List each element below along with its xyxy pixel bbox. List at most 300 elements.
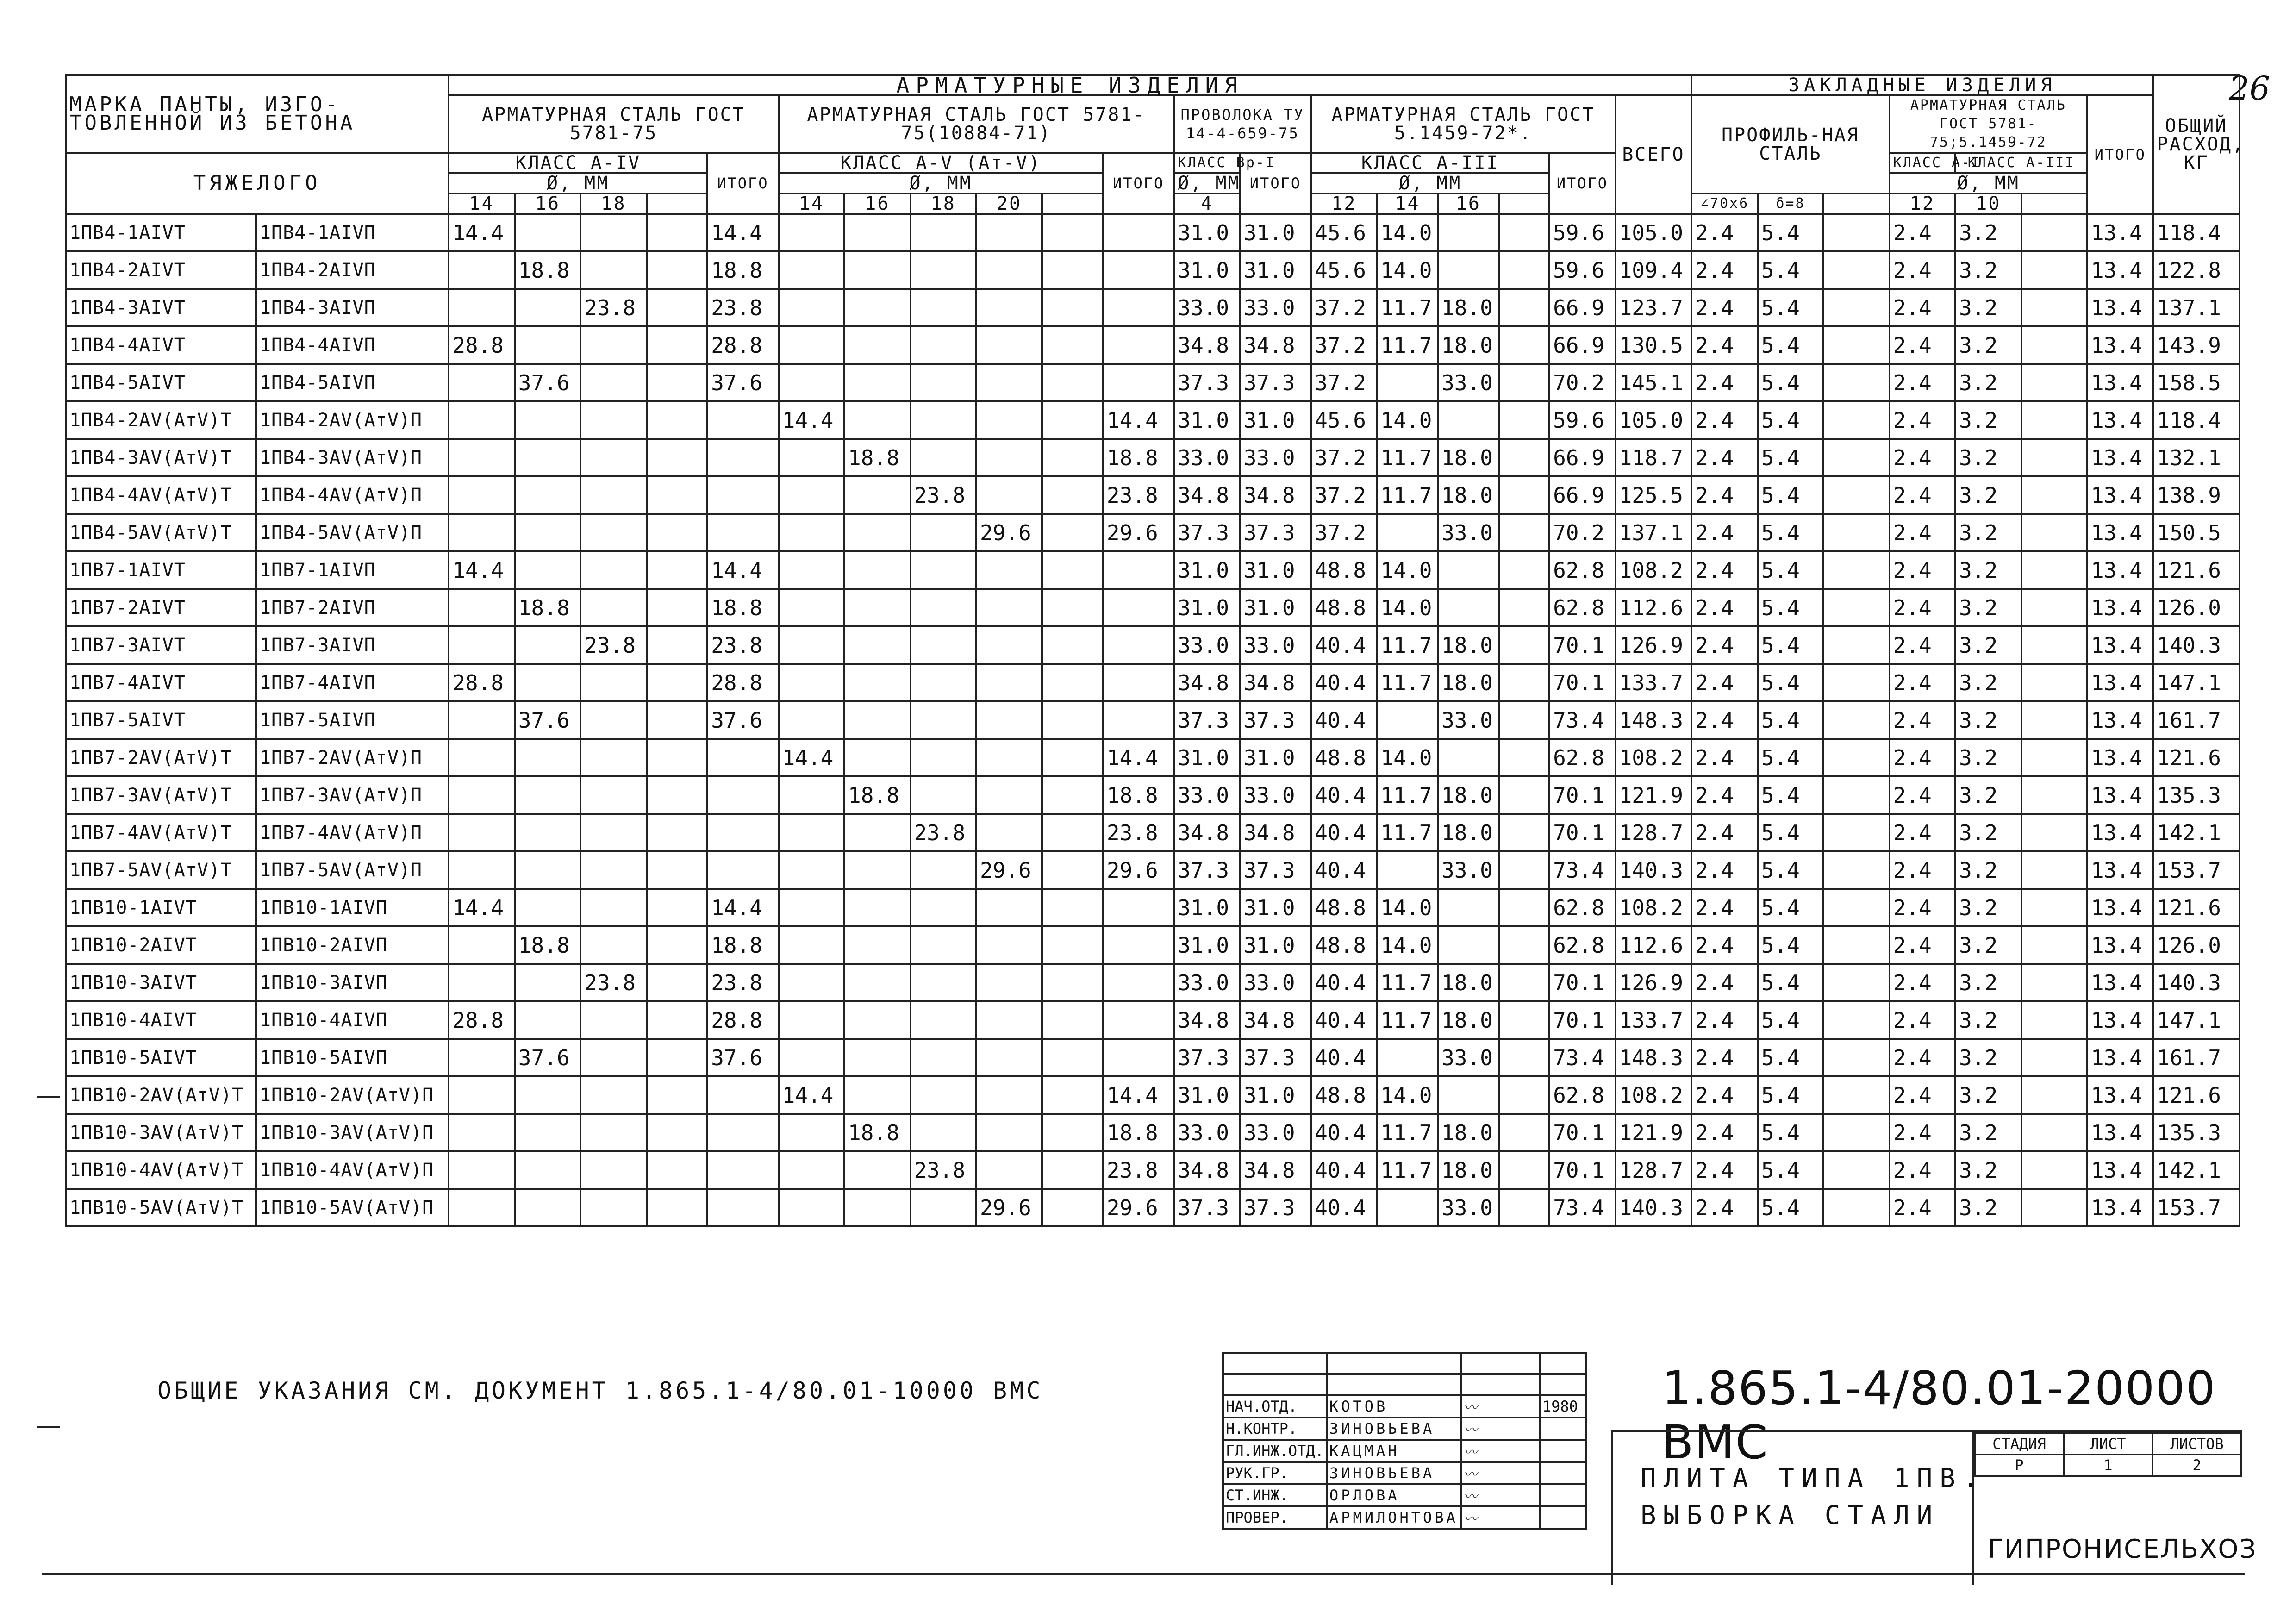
cell-value (779, 1039, 844, 1076)
cell-value (580, 251, 646, 289)
cell-value: 28.8 (449, 326, 514, 364)
cell-value: 13.4 (2087, 476, 2153, 514)
cell-value (911, 701, 976, 739)
cell-value (580, 814, 646, 851)
cell-value: 14.4 (449, 551, 514, 589)
stage-grid (1974, 1432, 2242, 1477)
cell-value: 147.1 (2153, 664, 2240, 701)
cell-value (911, 514, 976, 551)
cell-value: 18.8 (1103, 776, 1174, 814)
date-cell (1540, 1418, 1586, 1440)
cell-value (911, 739, 976, 776)
cell-value (449, 476, 514, 514)
cell-value (1499, 889, 1550, 926)
cell-value: 37.6 (515, 701, 580, 739)
cell-value (515, 814, 580, 851)
cell-value: 29.6 (1103, 514, 1174, 551)
cell-value: 23.8 (911, 1151, 976, 1189)
cell-value (1823, 889, 1889, 926)
cell-value: 37.6 (707, 701, 778, 739)
cell-value (1823, 701, 1889, 739)
cell-value (1499, 1076, 1550, 1114)
cell-value: 73.4 (1549, 701, 1615, 739)
cell-value (779, 851, 844, 889)
cell-value (911, 439, 976, 476)
cell-value (2021, 1151, 2087, 1189)
stamp-blank-row (1223, 1374, 1586, 1395)
handwritten-signature-icon: 〰 (1463, 1511, 1478, 1527)
cell-value (1042, 1076, 1103, 1114)
mark-heavy: 1ПВ10-2АV(АтV)Т (66, 1076, 256, 1114)
cell-value: 31.0 (1240, 739, 1311, 776)
mark-heavy: 1ПВ4-2АIVТ (66, 251, 256, 289)
cell-value (976, 364, 1042, 401)
cell-value (844, 701, 910, 739)
cell-value: 3.2 (1955, 326, 2021, 364)
cell-value (1103, 326, 1174, 364)
cell-value (1499, 476, 1550, 514)
mark-heavy: 1ПВ7-4АIVТ (66, 664, 256, 701)
cell-value: 2.4 (1890, 1114, 1955, 1151)
cell-value: 3.2 (1955, 926, 2021, 964)
cell-value: 34.8 (1240, 664, 1311, 701)
cell-value (844, 326, 910, 364)
cell-value (976, 589, 1042, 626)
cell-value: 29.6 (976, 851, 1042, 889)
cell-value (844, 364, 910, 401)
table-row (66, 589, 2240, 626)
cell-value (1042, 551, 1103, 589)
cell-value: 37.2 (1311, 514, 1377, 551)
table-row (66, 664, 2240, 701)
cell-value (2021, 851, 2087, 889)
armature-items-header: АРМАТУРНЫЕ ИЗДЕЛИЯ (449, 75, 1691, 95)
cell-value (707, 514, 778, 551)
cell-value: 148.3 (1616, 1039, 1692, 1076)
cell-value (1042, 514, 1103, 551)
cell-value: 33.0 (1240, 626, 1311, 664)
cell-value (580, 926, 646, 964)
cell-value (976, 739, 1042, 776)
cell-value: 3.2 (1955, 364, 2021, 401)
cell-value (1103, 701, 1174, 739)
organization-name: ГИПРОНИСЕЛЬХОЗ (1988, 1534, 2257, 1564)
cell-value (580, 476, 646, 514)
cell-value: 13.4 (2087, 1151, 2153, 1189)
role-label: СТ.ИНЖ. (1223, 1484, 1327, 1506)
cell-value (1499, 626, 1550, 664)
cell-value: 2.4 (1890, 514, 1955, 551)
emb-diam-blank (2021, 194, 2087, 214)
cell-value: 2.4 (1691, 964, 1757, 1001)
cell-value (1823, 589, 1889, 626)
stamp-cell (1461, 1374, 1540, 1395)
cell-value (1823, 1001, 1889, 1039)
cell-value (647, 1189, 707, 1226)
role-label: ГЛ.ИНЖ.ОТД. (1223, 1440, 1327, 1462)
cell-value: 37.3 (1174, 851, 1240, 889)
cell-value: 33.0 (1240, 439, 1311, 476)
cell-value (779, 626, 844, 664)
cell-value: 14.4 (1103, 401, 1174, 439)
cell-value (1823, 926, 1889, 964)
cell-value: 140.3 (1616, 1189, 1692, 1226)
cell-value (1042, 439, 1103, 476)
cell-value: 143.9 (2153, 326, 2240, 364)
cell-value: 37.3 (1240, 851, 1311, 889)
cell-value: 3.2 (1955, 776, 2021, 814)
cell-value (1823, 401, 1889, 439)
cell-value (1042, 776, 1103, 814)
cell-value: 5.4 (1758, 364, 1823, 401)
cell-value (844, 964, 910, 1001)
stamp-cell (1540, 1353, 1586, 1374)
cell-value (580, 701, 646, 739)
signature-row (1223, 1506, 1586, 1529)
cell-value (449, 739, 514, 776)
cell-value (1499, 1189, 1550, 1226)
cell-value: 37.2 (1311, 289, 1377, 326)
cell-value (1042, 1001, 1103, 1039)
cell-value (580, 214, 646, 251)
cell-value (2021, 364, 2087, 401)
profile-steel-header: ПРОФИЛЬ-НАЯ СТАЛЬ (1691, 95, 1889, 194)
cell-value (779, 814, 844, 851)
cell-value: 37.3 (1240, 1039, 1311, 1076)
date-cell (1540, 1440, 1586, 1462)
mark-heavy: 1ПВ10-4АV(АтV)Т (66, 1151, 256, 1189)
cell-value (1499, 926, 1550, 964)
cell-value (1042, 326, 1103, 364)
cell-value: 2.4 (1890, 851, 1955, 889)
cell-value: 37.3 (1240, 1189, 1311, 1226)
cell-value: 18.8 (1103, 439, 1174, 476)
cell-value: 40.4 (1311, 701, 1377, 739)
cell-value (449, 851, 514, 889)
cell-value: 31.0 (1240, 551, 1311, 589)
cell-value: 48.8 (1311, 551, 1377, 589)
cell-value (1042, 814, 1103, 851)
cell-value: 14.4 (707, 214, 778, 251)
cell-value: 130.5 (1616, 326, 1692, 364)
cell-value: 14.0 (1377, 251, 1438, 289)
cell-value: 28.8 (449, 1001, 514, 1039)
cell-value (1823, 1039, 1889, 1076)
mark-porous: 1ПВ7-4АV(АтV)П (256, 814, 449, 851)
cell-value: 2.4 (1890, 326, 1955, 364)
cell-value: 121.6 (2153, 739, 2240, 776)
cell-value: 13.4 (2087, 514, 2153, 551)
cell-value: 34.8 (1240, 814, 1311, 851)
cell-value: 33.0 (1438, 514, 1498, 551)
cell-value: 34.8 (1174, 1151, 1240, 1189)
table-row (66, 1039, 2240, 1076)
sheets-value: 2 (2152, 1455, 2241, 1476)
cell-value: 126.0 (2153, 589, 2240, 626)
cell-value (515, 326, 580, 364)
cell-value: 2.4 (1691, 851, 1757, 889)
cell-value (2021, 739, 2087, 776)
cell-value (976, 401, 1042, 439)
cell-value: 5.4 (1758, 889, 1823, 926)
cell-value: 13.4 (2087, 626, 2153, 664)
title-block (1222, 1352, 2257, 1583)
cell-value: 62.8 (1549, 589, 1615, 626)
cell-value (449, 251, 514, 289)
cell-value (779, 964, 844, 1001)
cell-value (707, 1076, 778, 1114)
cell-value: 2.4 (1890, 776, 1955, 814)
cell-value: 153.7 (2153, 851, 2240, 889)
cell-value (647, 1001, 707, 1039)
signature (1461, 1462, 1540, 1484)
mark-porous: 1ПВ7-2АV(АтV)П (256, 739, 449, 776)
person-name: ОРЛОВА (1327, 1484, 1461, 1506)
cell-value: 118.7 (1616, 439, 1692, 476)
cell-value: 125.5 (1616, 476, 1692, 514)
cell-value: 14.4 (449, 214, 514, 251)
cell-value (779, 476, 844, 514)
cell-value: 3.2 (1955, 214, 2021, 251)
cell-value (1499, 739, 1550, 776)
cell-value (976, 1001, 1042, 1039)
cell-value: 2.4 (1890, 401, 1955, 439)
handwritten-signature-icon: 〰 (1463, 1467, 1478, 1483)
cell-value (844, 739, 910, 776)
cell-value (1499, 664, 1550, 701)
table-row (66, 889, 2240, 926)
cell-value: 23.8 (707, 964, 778, 1001)
cell-value: 105.0 (1616, 401, 1692, 439)
cell-value (1499, 401, 1550, 439)
cell-value (1103, 889, 1174, 926)
cell-value: 70.1 (1549, 1114, 1615, 1151)
cell-value (449, 401, 514, 439)
table-row (66, 926, 2240, 964)
cell-value: 11.7 (1377, 664, 1438, 701)
diam-wire-4: 4 (1174, 194, 1240, 214)
cell-value (911, 851, 976, 889)
cell-value (707, 851, 778, 889)
cell-value: 2.4 (1890, 439, 1955, 476)
cell-value: 40.4 (1311, 776, 1377, 814)
cell-value (515, 401, 580, 439)
cell-value: 33.0 (1240, 289, 1311, 326)
cell-value (976, 889, 1042, 926)
cell-value: 40.4 (1311, 1151, 1377, 1189)
cell-value: 37.2 (1311, 326, 1377, 364)
cell-value: 33.0 (1174, 289, 1240, 326)
cell-value: 62.8 (1549, 889, 1615, 926)
cell-value: 34.8 (1240, 326, 1311, 364)
cell-value (1499, 589, 1550, 626)
cell-value (647, 401, 707, 439)
cell-value: 37.3 (1240, 364, 1311, 401)
table-row (66, 776, 2240, 814)
stamp-cell (1540, 1374, 1586, 1395)
cell-value (1823, 289, 1889, 326)
cell-value: 40.4 (1311, 626, 1377, 664)
cell-value: 11.7 (1377, 964, 1438, 1001)
cell-value (2021, 514, 2087, 551)
mark-porous: 1ПВ4-2АV(АтV)П (256, 401, 449, 439)
itogo-a5-header: ИТОГО (1103, 153, 1174, 214)
frame-bottom-line (42, 1573, 2245, 1575)
cell-value: 14.0 (1377, 889, 1438, 926)
cell-value: 23.8 (911, 814, 976, 851)
cell-value: 33.0 (1438, 364, 1498, 401)
cell-value: 18.0 (1438, 814, 1498, 851)
cell-value: 3.2 (1955, 814, 2021, 851)
cell-value (844, 926, 910, 964)
cell-value: 3.2 (1955, 551, 2021, 589)
cell-value: 31.0 (1174, 401, 1240, 439)
cell-value (1042, 964, 1103, 1001)
cell-value (844, 251, 910, 289)
cell-value: 13.4 (2087, 251, 2153, 289)
cell-value: 40.4 (1311, 1001, 1377, 1039)
cell-value (779, 251, 844, 289)
diam-wire-header: Ø, ММ (1174, 173, 1240, 194)
cell-value (2021, 1114, 2087, 1151)
cell-value: 5.4 (1758, 776, 1823, 814)
mark-porous: 1ПВ10-3АV(АтV)П (256, 1114, 449, 1151)
cell-value: 5.4 (1758, 664, 1823, 701)
cell-value: 70.1 (1549, 664, 1615, 701)
cell-value (911, 776, 976, 814)
cell-value: 34.8 (1174, 1001, 1240, 1039)
cell-value: 14.4 (449, 889, 514, 926)
cell-value: 118.4 (2153, 401, 2240, 439)
cell-value (976, 964, 1042, 1001)
cell-value (580, 1151, 646, 1189)
cell-value: 40.4 (1311, 851, 1377, 889)
cell-value: 31.0 (1174, 589, 1240, 626)
cell-value (707, 1189, 778, 1226)
cell-value: 18.8 (707, 926, 778, 964)
cell-value: 13.4 (2087, 814, 2153, 851)
diam-a5-header: Ø, ММ (779, 173, 1103, 194)
mark-heavy: 1ПВ10-3АV(АтV)Т (66, 1114, 256, 1151)
cell-value: 40.4 (1311, 1114, 1377, 1151)
cell-value (2021, 1039, 2087, 1076)
cell-value (844, 214, 910, 251)
cell-value (1042, 1039, 1103, 1076)
table-row (66, 251, 2240, 289)
cell-value: 45.6 (1311, 214, 1377, 251)
cell-value (707, 739, 778, 776)
cell-value: 37.3 (1174, 1039, 1240, 1076)
cell-value (976, 551, 1042, 589)
cell-value (976, 1114, 1042, 1151)
cell-value (844, 514, 910, 551)
mark-porous: 1ПВ7-5АV(АтV)П (256, 851, 449, 889)
cell-value (580, 439, 646, 476)
cell-value (844, 1189, 910, 1226)
cell-value: 11.7 (1377, 289, 1438, 326)
cell-value (844, 664, 910, 701)
cell-value (844, 551, 910, 589)
cell-value: 158.5 (2153, 364, 2240, 401)
sheet-value: 1 (2064, 1455, 2152, 1476)
mark-heavy: 1ПВ7-5АV(АтV)Т (66, 851, 256, 889)
cell-value: 23.8 (580, 289, 646, 326)
cell-value (779, 1151, 844, 1189)
diam-a5-blank (1042, 194, 1103, 214)
cell-value: 3.2 (1955, 1001, 2021, 1039)
cell-value: 2.4 (1890, 551, 1955, 589)
cell-value: 2.4 (1691, 589, 1757, 626)
cell-value: 3.2 (1955, 289, 2021, 326)
margin-tick (37, 1096, 60, 1098)
cell-value (911, 926, 976, 964)
cell-value: 29.6 (1103, 851, 1174, 889)
cell-value: 2.4 (1890, 1189, 1955, 1226)
cell-value: 62.8 (1549, 926, 1615, 964)
signature-row (1223, 1418, 1586, 1440)
date-cell (1540, 1462, 1586, 1484)
cell-value (2021, 1001, 2087, 1039)
cell-value (1499, 251, 1550, 289)
mark-heavy: 1ПВ10-1АIVТ (66, 889, 256, 926)
cell-value (1042, 251, 1103, 289)
cell-value: 18.8 (1103, 1114, 1174, 1151)
cell-value: 2.4 (1691, 439, 1757, 476)
cell-value: 31.0 (1240, 214, 1311, 251)
mark-heavy: 1ПВ7-3АIVТ (66, 626, 256, 664)
cell-value: 121.6 (2153, 1076, 2240, 1114)
cell-value (1103, 964, 1174, 1001)
cell-value: 14.4 (779, 401, 844, 439)
mark-porous: 1ПВ7-1АIVП (256, 551, 449, 589)
cell-value: 31.0 (1240, 589, 1311, 626)
cell-value: 2.4 (1691, 889, 1757, 926)
cell-value (844, 589, 910, 626)
cell-value: 11.7 (1377, 626, 1438, 664)
cell-value: 18.0 (1438, 1151, 1498, 1189)
diam-a4-16: 16 (515, 194, 580, 214)
cell-value: 37.6 (515, 1039, 580, 1076)
mark-porous: 1ПВ10-1АIVП (256, 889, 449, 926)
cell-value: 5.4 (1758, 814, 1823, 851)
cell-value: 5.4 (1758, 1114, 1823, 1151)
cell-value: 2.4 (1890, 964, 1955, 1001)
itogo-a3-header: ИТОГО (1549, 153, 1615, 214)
cell-value: 33.0 (1438, 1189, 1498, 1226)
cell-value: 108.2 (1616, 551, 1692, 589)
cell-value (976, 476, 1042, 514)
cell-value (707, 439, 778, 476)
cell-value: 70.1 (1549, 1151, 1615, 1189)
cell-value: 37.3 (1174, 364, 1240, 401)
cell-value (976, 776, 1042, 814)
cell-value (707, 814, 778, 851)
cell-value: 121.6 (2153, 889, 2240, 926)
profile-plate: δ=8 (1758, 194, 1823, 214)
cell-value: 13.4 (2087, 401, 2153, 439)
class-a3-header: КЛАСС А-III (1311, 153, 1549, 173)
cell-value (1823, 1151, 1889, 1189)
heavy-header: ТЯЖЕЛОГО (66, 153, 449, 214)
table-row (66, 439, 2240, 476)
cell-value: 13.4 (2087, 664, 2153, 701)
cell-value (707, 1114, 778, 1151)
mark-heavy: 1ПВ7-5АIVТ (66, 701, 256, 739)
cell-value: 2.4 (1691, 1076, 1757, 1114)
table-row (66, 739, 2240, 776)
stage-box (1972, 1430, 2257, 1585)
diam-a4-14: 14 (449, 194, 514, 214)
